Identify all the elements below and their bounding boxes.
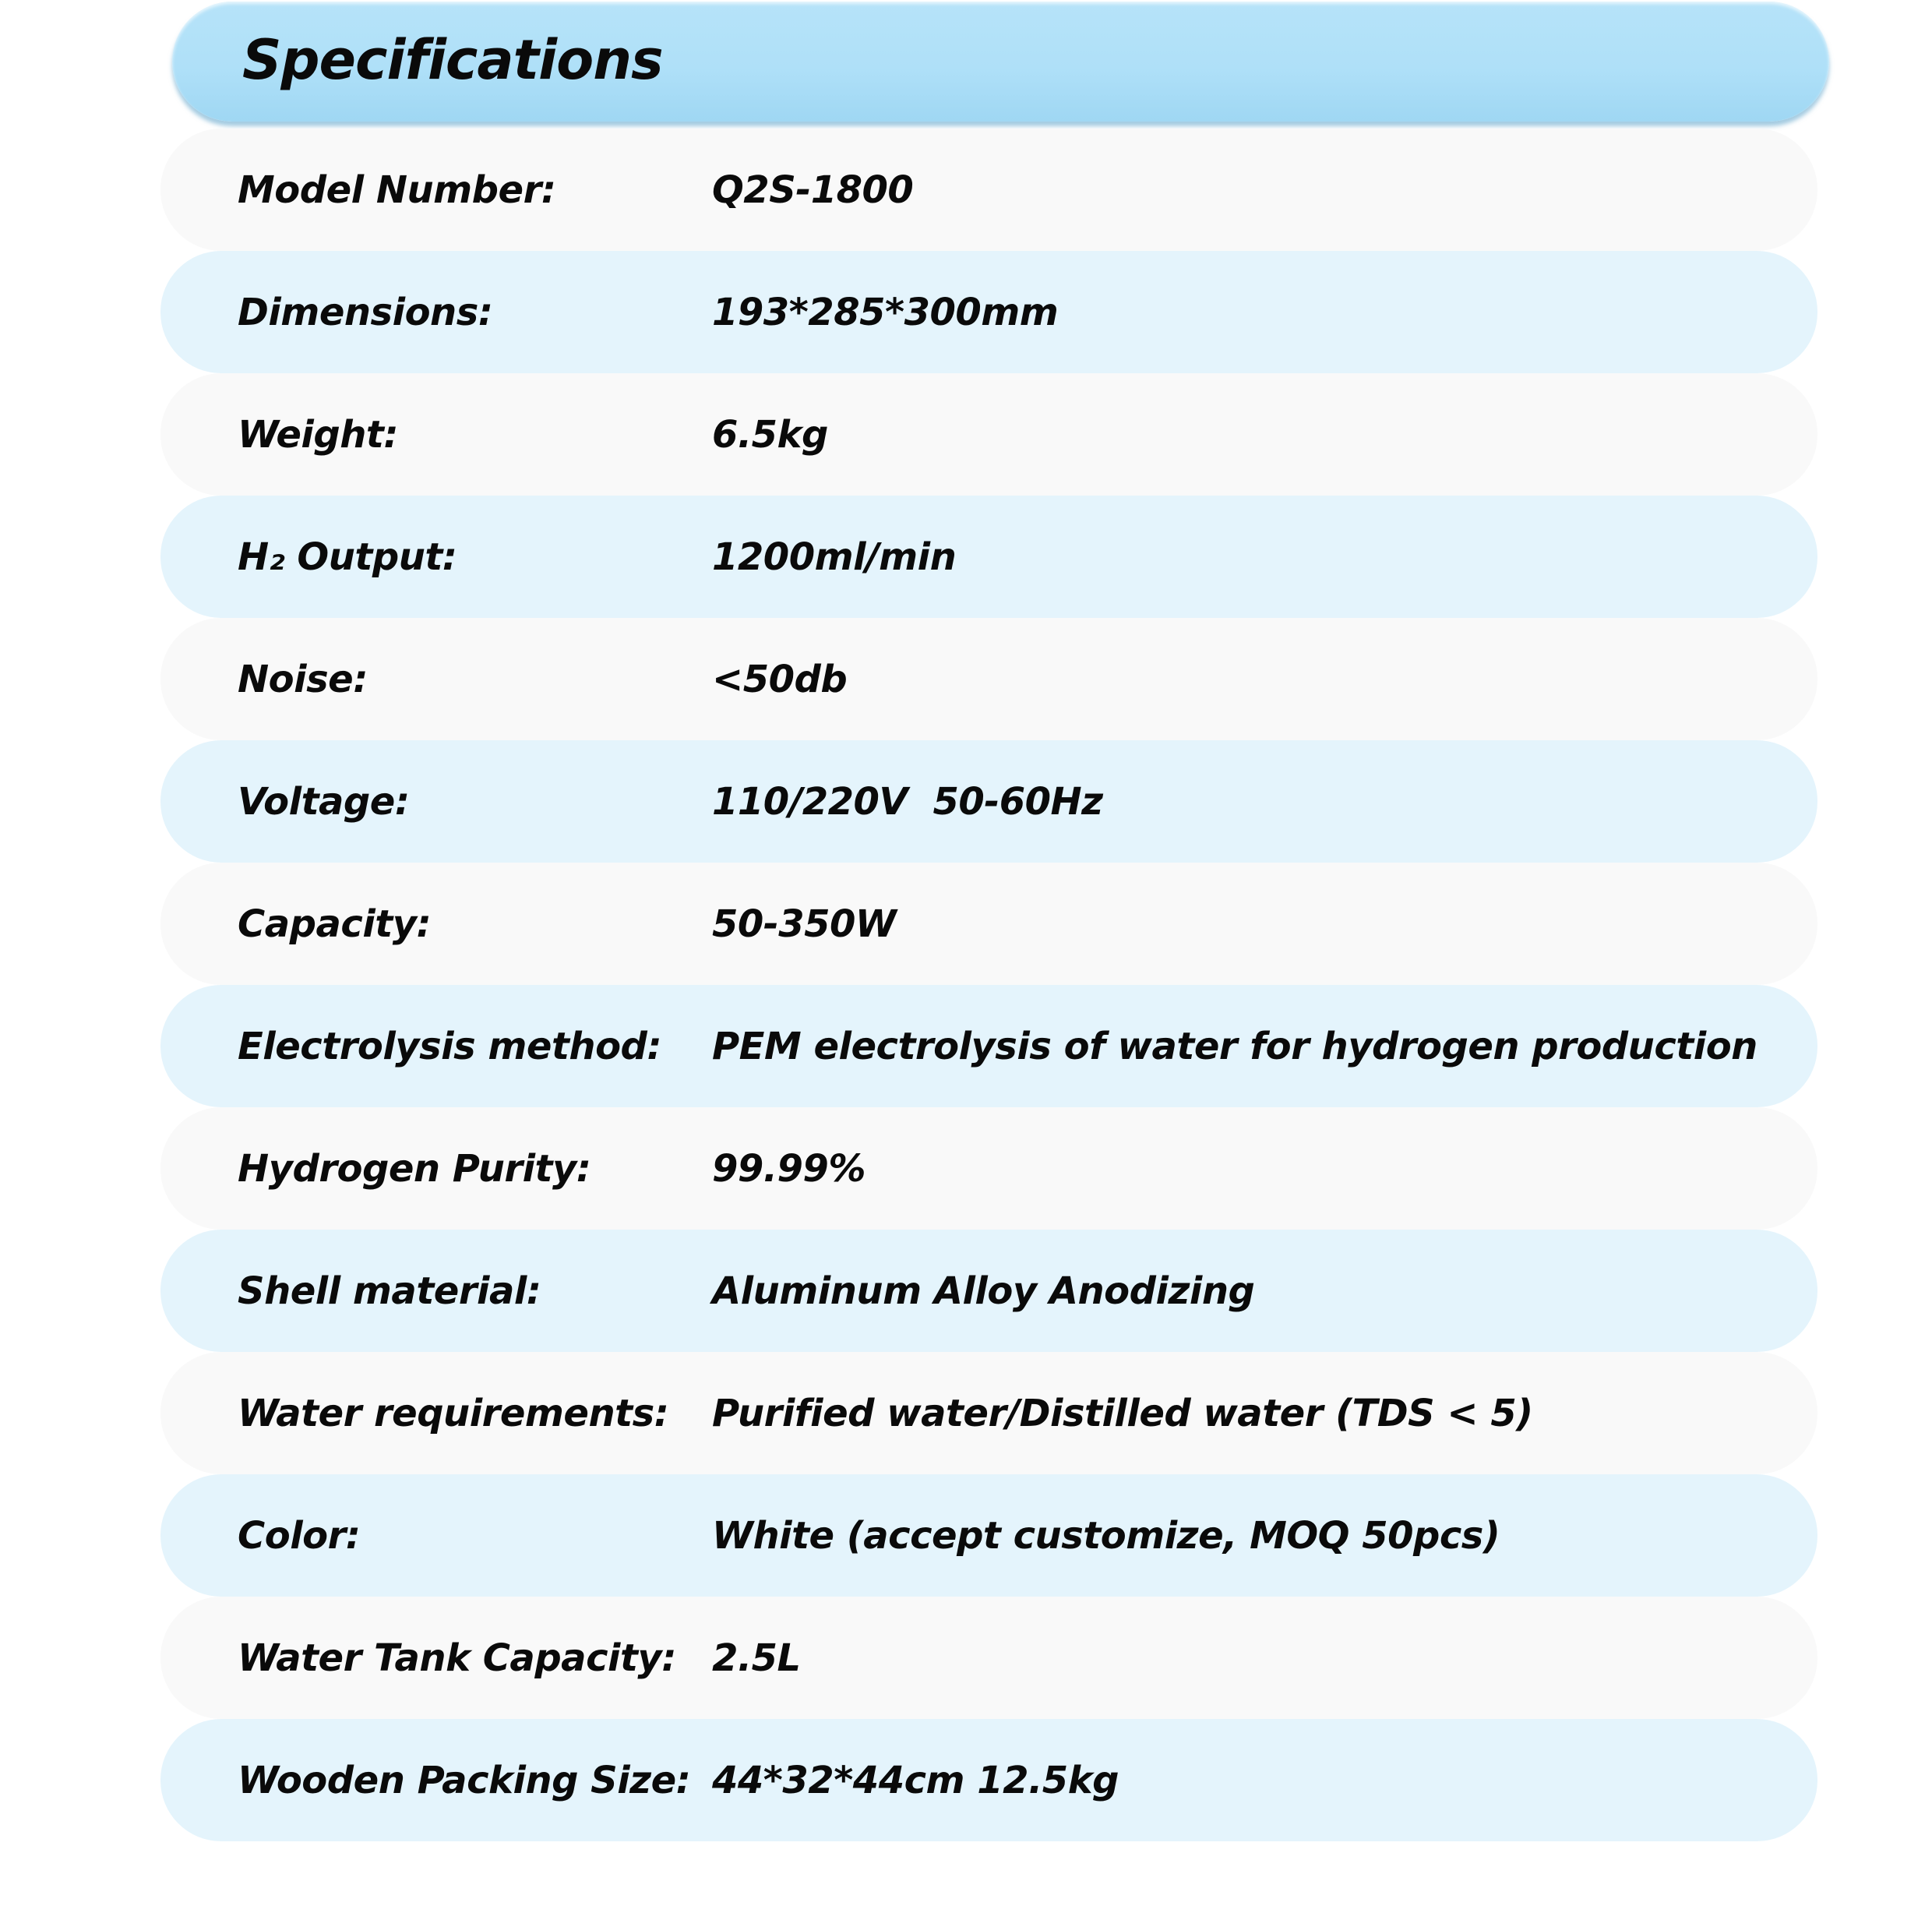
spec-label: Color:	[238, 1513, 361, 1558]
page-title: Specifications	[242, 28, 663, 92]
spec-label: Dimensions:	[238, 290, 493, 334]
spec-value: 1200ml/min	[712, 535, 957, 579]
spec-label: Water requirements:	[238, 1391, 669, 1435]
spec-label: Weight:	[238, 412, 399, 457]
spec-label: Hydrogen Purity:	[238, 1146, 591, 1191]
spec-row-capacity	[160, 863, 1817, 985]
spec-value: <50db	[712, 657, 848, 701]
spec-value: Purified water/Distilled water (TDS < 5)	[712, 1391, 1533, 1435]
spec-row-water-requirements	[160, 1352, 1817, 1474]
spec-row-h2-output	[160, 496, 1817, 618]
spec-value: 99.99%	[712, 1146, 866, 1191]
spec-value: 2.5L	[712, 1636, 801, 1680]
spec-value: 6.5kg	[712, 412, 828, 457]
spec-row-dimensions	[160, 251, 1817, 373]
spec-row-model-number	[160, 129, 1817, 251]
spec-label: Shell material:	[238, 1269, 541, 1313]
spec-label: H₂ Output:	[238, 535, 457, 579]
spec-row-noise	[160, 618, 1817, 740]
specifications-header	[172, 2, 1829, 122]
spec-label: Noise:	[238, 657, 368, 701]
spec-value: 193*285*300mm	[712, 290, 1059, 334]
spec-value: Aluminum Alloy Anodizing	[712, 1269, 1255, 1313]
spec-row-electrolysis-method	[160, 985, 1817, 1107]
spec-label: Electrolysis method:	[238, 1024, 662, 1068]
spec-row-voltage	[160, 740, 1817, 863]
spec-row-water-tank-capacity	[160, 1597, 1817, 1719]
spec-value: 44*32*44cm 12.5kg	[712, 1758, 1119, 1802]
spec-value: 50-350W	[712, 902, 897, 946]
spec-row-hydrogen-purity	[160, 1107, 1817, 1230]
specifications-table	[160, 129, 1817, 1841]
spec-value: 110/220V 50-60Hz	[712, 779, 1103, 824]
spec-value: Q2S-1800	[712, 168, 914, 212]
spec-label: Water Tank Capacity:	[238, 1636, 676, 1680]
spec-value: PEM electrolysis of water for hydrogen production	[712, 1024, 1757, 1068]
spec-label: Capacity:	[238, 902, 432, 946]
spec-label: Wooden Packing Size:	[238, 1758, 691, 1802]
spec-row-wooden-packing-size	[160, 1719, 1817, 1841]
spec-label: Model Number:	[238, 168, 556, 212]
spec-value: White (accept customize, MOQ 50pcs)	[712, 1513, 1500, 1558]
spec-label: Voltage:	[238, 779, 410, 824]
spec-row-weight	[160, 373, 1817, 496]
spec-row-color	[160, 1474, 1817, 1597]
spec-row-shell-material	[160, 1230, 1817, 1352]
